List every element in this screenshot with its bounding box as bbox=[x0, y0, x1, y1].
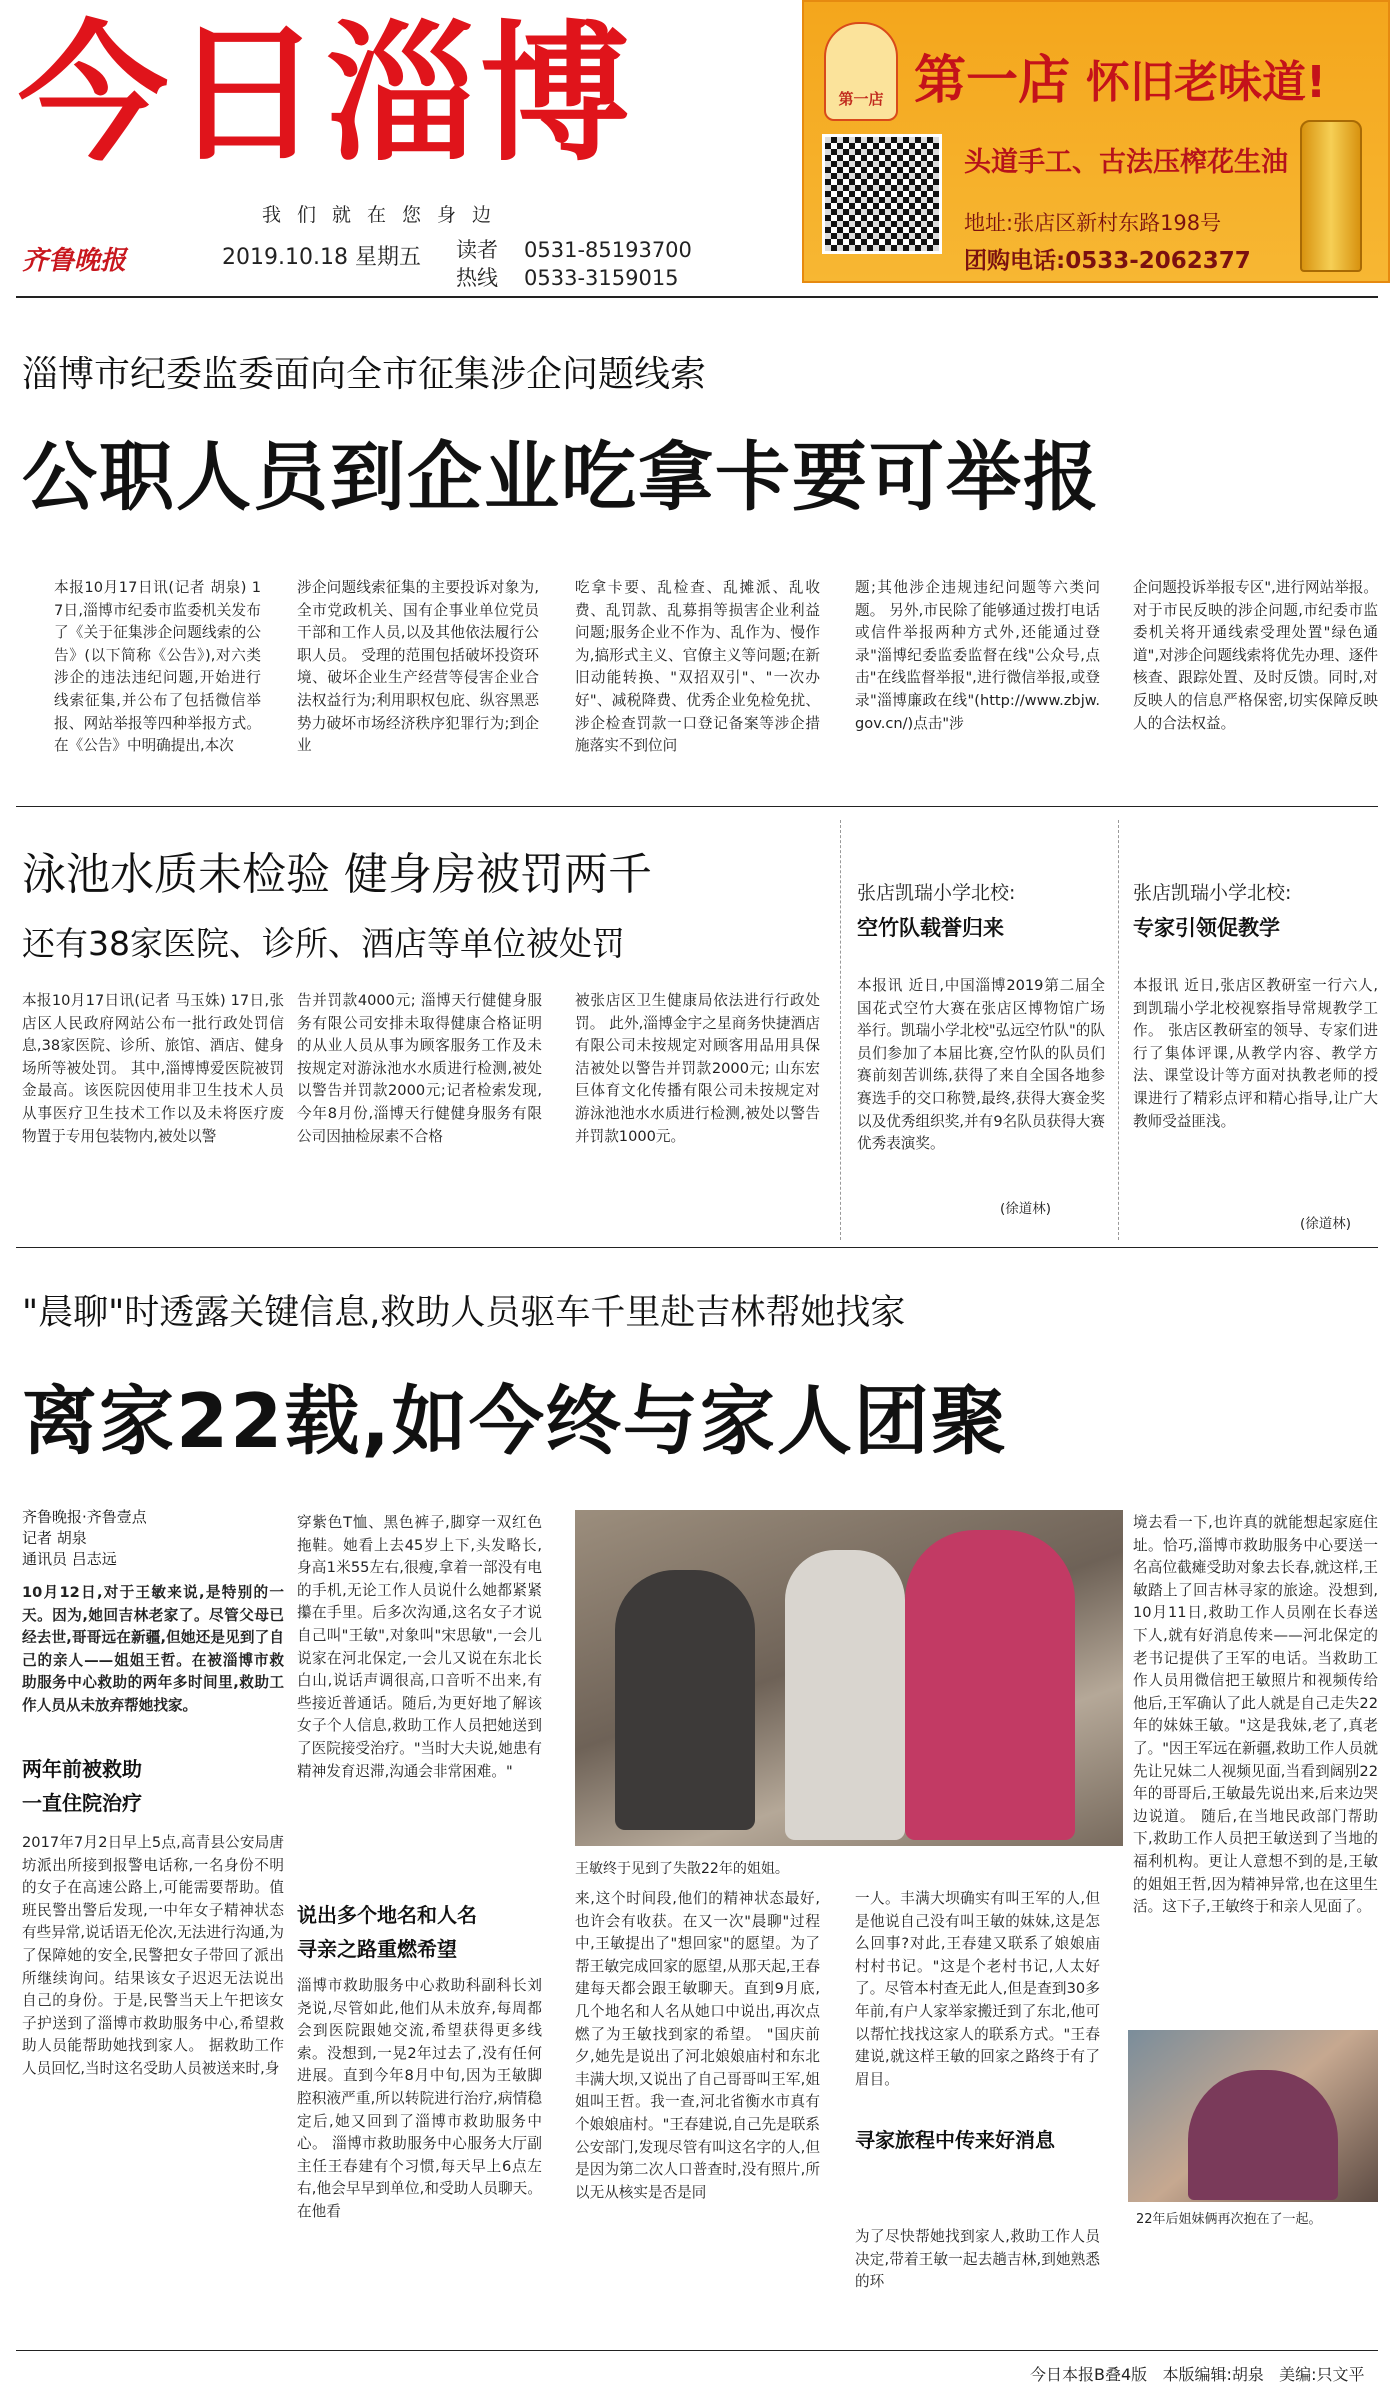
section-divider-2 bbox=[16, 1247, 1378, 1248]
story2-col2: 告并罚款4000元; 淄博天行健健身服务有限公司安排未取得健康合格证明的从业人员从事为顾客服务工作及未按规定对游泳池水水质进行检测,被处以警告并罚款2000元;记者检索发现,今年8月份,淄博天行健健身服务有限公司因抽检尿素不合格 bbox=[297, 992, 542, 1145]
story1-col5: 企问题投诉举报专区",进行网站举报。 对于市民反映的涉企问题,市纪委市监委机关将开通线索受理处置"绿色通道",对涉企问题线索将优先办理、逐件核查、跟踪处置、及时反馈。同时,对反映人的信息严格保密,切实保障反映人的合法权益。 bbox=[1133, 579, 1378, 732]
footer-editor: 本版编辑:胡泉 bbox=[1162, 2365, 1264, 2384]
story3-col3: 来,这个时间段,他们的精神状态最好,也许会有收获。在又一次"晨聊"过程中,王敏提出了"想回家"的愿望。为了帮王敏完成回家的愿望,从那天起,王春建每天都会跟王敏聊天。直到9月底,几个地名和人名从她口中说出,再次点燃了为王敏找到家的希望。 "国庆前夕,她先是说出了河北娘娘庙村和东北丰满大坝,又说出了自己哥哥叫王军,姐姐叫王哲。我一查,河北省衡水市真有个娘娘庙村。"王春建说,自己先是联系公安部门,发现尽管有叫这名字的人,但是因为第二次人口普查时,没有照片,所以无从核实是否是同 bbox=[575, 1890, 820, 2201]
masthead-divider bbox=[16, 296, 1378, 298]
side2-author: (徐道林) bbox=[1300, 1216, 1352, 1232]
side1-title: 空竹队载誉归来 bbox=[857, 916, 1004, 940]
side2-title: 专家引领促教学 bbox=[1133, 916, 1280, 940]
story3-col1: 2017年7月2日早上5点,高青县公安局唐坊派出所接到报警电话称,一名身份不明的女子在高速公路上,可能需要帮助。值班民警出警后发现,一中年女子精神状态有些异常,说话语无伦次,无法进行沟通,为了保障她的安全,民警把女子带回了派出所继续询问。结果该女子迟迟无法说出自己的身份。于是,民警当天上午把该女子护送到了淄博市救助服务中心,希望救助人员能帮助她找到家人。 据救助工作人员回忆,当时这名受助人员被送来时,身 bbox=[22, 1834, 284, 2077]
story1-col1: 本报10月17日讯(记者 胡泉) 17日,淄博市纪委市监委机关发布了《关于征集涉企问题线索的公告》(以下简称《公告》),对六类涉企的违法违纪问题,开始进行线索征集,并公布了包括微信举报、网站举报等四种举报方式。 在《公告》中明确提出,本次 bbox=[54, 579, 261, 755]
subhead2-line2: 寻亲之路重燃希望 bbox=[297, 1937, 457, 1961]
side2-school: 张店凯瑞小学北校: bbox=[1133, 882, 1292, 904]
subhead2-line1: 说出多个地名和人名 bbox=[297, 1903, 477, 1927]
oil-bottle-icon bbox=[1300, 120, 1362, 272]
byline-reporter: 记者 胡泉 bbox=[22, 1529, 87, 1547]
person-icon bbox=[615, 1570, 755, 1830]
ad-address: 地址:张店区新村东路198号 bbox=[964, 211, 1222, 235]
reader-label: 读者 bbox=[456, 238, 498, 262]
masthead-slogan: 我们就在您身边 bbox=[262, 204, 508, 226]
qr-code-icon bbox=[822, 134, 942, 254]
advertisement bbox=[802, 0, 1390, 283]
story3-lead: 10月12日,对于王敏来说,是特别的一天。因为,她回吉林老家了。尽管父母已经去世,哥哥远在新疆,但她还是见到了自己的亲人——姐姐王哲。在被淄博市救助服务中心救助的两年多时间里,救助工作人员从未放弃帮她找家。 bbox=[22, 1584, 284, 1714]
reunion-photo bbox=[575, 1510, 1123, 1846]
story3-byline bbox=[22, 1507, 284, 1570]
subhead1-line2: 一直住院治疗 bbox=[22, 1791, 142, 1815]
story3-headline: 离家22载,如今终与家人团聚 bbox=[22, 1377, 1008, 1465]
footer-divider bbox=[16, 2350, 1378, 2351]
ad-slogan: 怀旧老味道! bbox=[1086, 57, 1327, 108]
story3-kicker: "晨聊"时透露关键信息,救助人员驱车千里赴吉林帮她找家 bbox=[22, 1293, 906, 1333]
paper-name: 齐鲁晚报 bbox=[22, 246, 127, 276]
hotline-block bbox=[456, 236, 692, 292]
byline-source: 齐鲁晚报·齐鲁壹点 bbox=[22, 1508, 147, 1526]
footer-designer: 美编:只文平 bbox=[1279, 2365, 1365, 2384]
sisters-hug-photo bbox=[1128, 2030, 1378, 2202]
side-divider-1 bbox=[840, 820, 841, 1240]
side1-author: (徐道林) bbox=[1000, 1201, 1052, 1217]
story1-headline: 公职人员到企业吃拿卡要可举报 bbox=[22, 433, 1101, 521]
ad-logo-icon: 第一店 bbox=[824, 22, 898, 121]
person-icon bbox=[905, 1530, 1075, 1840]
ad-product-line: 头道手工、古法压榨花生油 bbox=[964, 147, 1288, 178]
byline-correspondent: 通讯员 吕志远 bbox=[22, 1550, 117, 1568]
story3-subhead2 bbox=[297, 1898, 477, 1966]
weekday-text: 星期五 bbox=[354, 245, 421, 270]
ad-phone: 团购电话:0533-2062377 bbox=[964, 248, 1251, 274]
story1-kicker: 淄博市纪委监委面向全市征集涉企问题线索 bbox=[22, 354, 707, 395]
story1-col3: 吃拿卡要、乱检查、乱摊派、乱收费、乱罚款、乱募捐等损害企业利益问题;服务企业不作为、乱作为、慢作为,搞形式主义、官僚主义等问题;在新旧动能转换、"双招双引"、"一次办好"、减税降费、优秀企业免检免扰、涉企检查罚款一口登记备案等涉企措施落实不到位问 bbox=[575, 579, 820, 755]
story3-subhead1 bbox=[22, 1752, 142, 1820]
hotline-phone: 0533-3159015 bbox=[524, 266, 679, 290]
story3-col2-rest: 淄博市救助服务中心救助科副科长刘尧说,尽管如此,他们从未放弃,每周都会到医院跟她交流,希望获得更多线索。没想到,一晃2年过去了,没有任何进展。直到今年8月中旬,因为王敏脚腔积液严重,所以转院进行治疗,病情稳定后,她又回到了淄博市救助服务中心。 淄博市救助服务中心服务大厅副主任王春建有个习惯,每天早上6点左右,他会早早到单位,和受助人员聊天。在他看 bbox=[297, 1977, 542, 2220]
date-text: 2019.10.18 bbox=[222, 245, 348, 270]
subhead1-line1: 两年前被救助 bbox=[22, 1757, 142, 1781]
side1-school: 张店凯瑞小学北校: bbox=[857, 882, 1016, 904]
person-icon bbox=[785, 1550, 905, 1840]
story3-subhead3: 寻家旅程中传来好消息 bbox=[855, 2128, 1055, 2152]
footer-edition: 今日本报B叠4版 bbox=[1030, 2365, 1148, 2384]
story2-subheadline: 还有38家医院、诊所、酒店等单位被处罚 bbox=[22, 924, 625, 963]
photo1-caption: 王敏终于见到了失散22年的姐姐。 bbox=[575, 1861, 789, 1877]
issue-date bbox=[222, 240, 421, 271]
section-divider-1 bbox=[16, 806, 1378, 807]
story2-col1: 本报10月17日讯(记者 马玉姝) 17日,张店区人民政府网站公布一批行政处罚信息,38家医院、诊所、旅馆、酒店、健身场所等被处罚。 其中,淄博博爱医院被罚金最高。该医院因使用非卫生技术人员从事医疗卫生技术工作以及未将医疗废物置于专用包装物内,被处以警 bbox=[22, 992, 284, 1145]
hotline-label: 热线 bbox=[456, 266, 498, 290]
story2-col3: 被张店区卫生健康局依法进行行政处罚。 此外,淄博金宇之星商务快捷酒店有限公司未按规定对顾客用品用具保洁被处以警告并罚款2000元; 山东宏巨体育文化传播有限公司未按规定对游泳池池水水质进行检测,被处以警告并罚款1000元。 bbox=[575, 992, 820, 1145]
side2-body: 本报讯 近日,张店区教研室一行六人,到凯瑞小学北校视察指导常规教学工作。 张店区教研室的领导、专家们进行了集体评课,从教学内容、教学方法、课堂设计等方面对执教老师的授课进行了精彩点评和精心指导,让广大教师受益匪浅。 bbox=[1133, 977, 1378, 1130]
story2-headline: 泳池水质未检验 健身房被罚两千 bbox=[22, 849, 652, 900]
side-divider-2 bbox=[1118, 820, 1119, 1240]
reader-phone: 0531-85193700 bbox=[524, 238, 692, 262]
masthead-title: 今日淄博 bbox=[18, 8, 635, 182]
story3-col4: 一人。丰满大坝确实有叫王军的人,但是他说自己没有叫王敏的妹妹,这是怎么回事?对此,王春建又联系了娘娘庙村村书记。"这是个老村书记,人太好了。尽管本村查无此人,但是查到30多年前,有户人家举家搬迁到了东北,他可以帮忙找找这家人的联系方式。"王春建说,就这样王敏的回家之路终于有了眉目。 bbox=[855, 1890, 1100, 2088]
story1-col2: 涉企问题线索征集的主要投诉对象为,全市党政机关、国有企事业单位党员干部和工作人员,以及其他依法履行公职人员。 受理的范围包括破坏投资环境、破坏企业生产经营等侵害企业合法权益行为;利用职权包庇、纵容黑恶势力破坏市场经济秩序犯罪行为;到企业 bbox=[297, 579, 539, 755]
story3-col2: 穿紫色T恤、黑色裤子,脚穿一双红色拖鞋。她看上去45岁上下,头发略长,身高1米55左右,很瘦,拿着一部没有电的手机,无论工作人员说什么她都紧紧攥在手里。后多次沟通,这名女子才说自己叫"王敏",对象叫"宋思敏",一会儿说家在河北保定,一会儿又说在东北长白山,说话声调很高,口音听不出来,有些接近普通话。随后,为更好地了解该女子个人信息,救助工作人员把她送到了医院接受治疗。"当时大夫说,她患有精神发育迟滞,沟通会非常困难。" bbox=[297, 1514, 542, 1780]
person-icon bbox=[1188, 2070, 1338, 2200]
story1-col4: 题;其他涉企违规违纪问题等六类问题。 另外,市民除了能够通过拨打电话或信件举报两种方式外,还能通过登录"淄博纪委监委监督在线"公众号,点击"在线监督举报",进行微信举报,或登录"淄博廉政在线"(http://www.zbjw.gov.cn/)点击"涉 bbox=[855, 579, 1100, 732]
footer-info bbox=[1030, 2362, 1365, 2385]
story3-col4-rest: 为了尽快帮她找到家人,救助工作人员决定,带着王敏一起去趟吉林,到她熟悉的环 bbox=[855, 2228, 1100, 2291]
photo2-caption: 22年后姐妹俩再次抱在了一起。 bbox=[1136, 2212, 1322, 2227]
side1-body: 本报讯 近日,中国淄博2019第二届全国花式空竹大赛在张店区博物馆广场举行。凯瑞小学北校"弘远空竹队"的队员们参加了本届比赛,空竹队的队员们赛前刻苦训练,获得了来自全国各地参赛选手的交口称赞,最终,获得大赛金奖以及优秀组织奖,并有9名队员获得大赛优秀表演奖。 bbox=[857, 977, 1105, 1153]
ad-brand: 第一店 bbox=[914, 51, 1071, 111]
story3-col5: 境去看一下,也许真的就能想起家庭住址。恰巧,淄博市救助服务中心要送一名高位截瘫受助对象去长春,就这样,王敏踏上了回吉林寻家的旅途。没想到,10月11日,救助工作人员刚在长春送下人,就有好消息传来——河北保定的老书记提供了王军的电话。当救助工作人员用微信把王敏照片和视频传给他后,王军确认了此人就是自己走失22年的妹妹王敏。"这是我妹,老了,真老了。"因王军远在新疆,救助工作人员就先让兄妹二人视频见面,当看到阔别22年的哥哥后,王敏最先说出来,后来边哭边说道。 随后,在当地民政部门帮助下,救助工作人员把王敏送到了当地的福利机构。更让人意想不到的是,王敏的姐姐王哲,因为精神异常,也在这里生活。这下子,王敏终于和亲人见面了。 bbox=[1133, 1514, 1378, 1916]
